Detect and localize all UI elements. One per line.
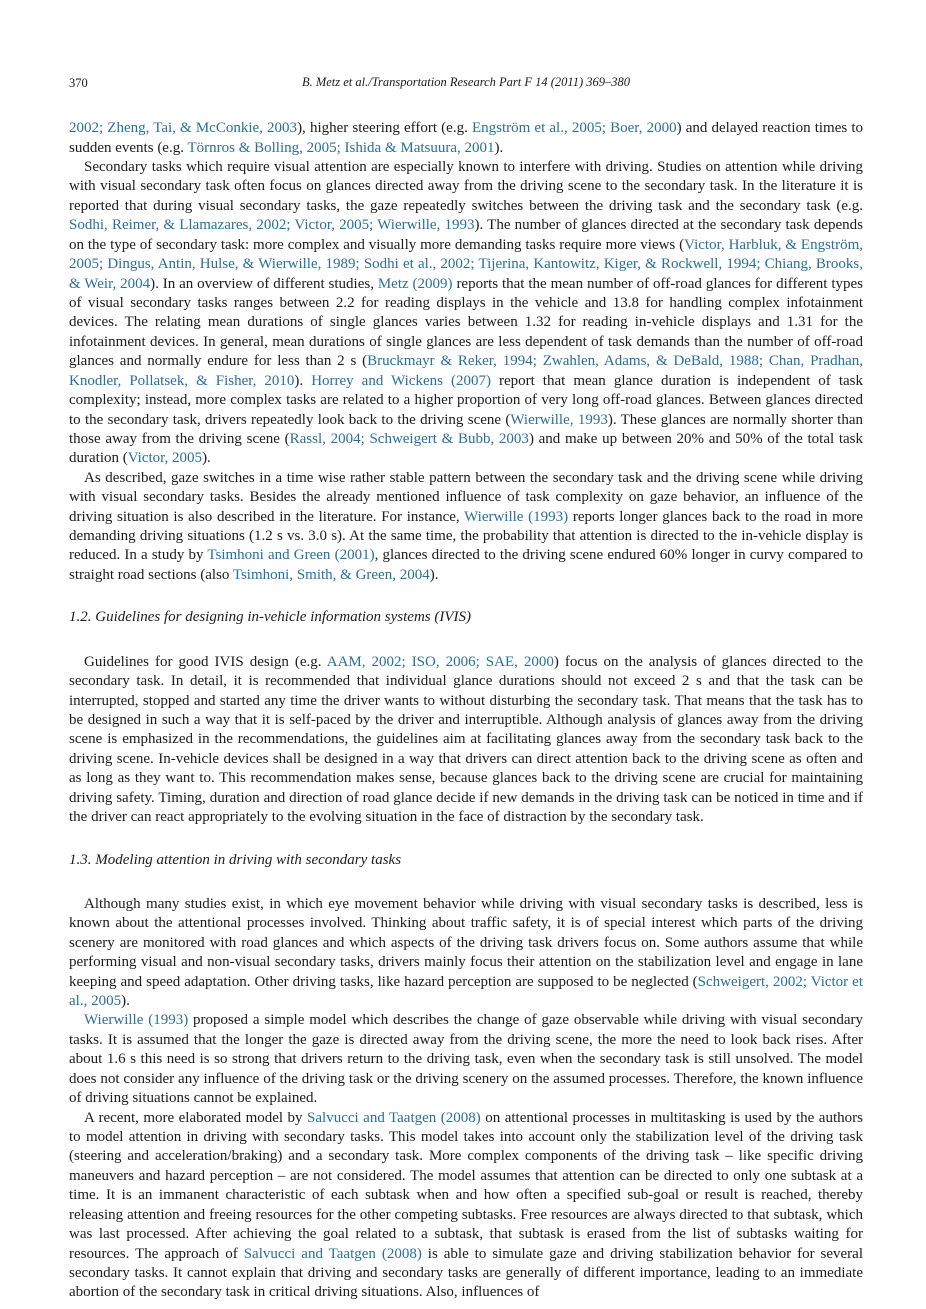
paragraph <box>69 1109 863 1303</box>
paragraph <box>69 469 863 586</box>
text-run: reports that the mean number of off-road glances for different types of visual secondary tasks ranges between 2.2 for reading displays in the vehicle and 13.8 for handling complex infotainment devices. The relating mean durations of single glances varies between 1.32 for reading in-vehicle displays and 1.31 for the infotainment devices. In general, mean durations of single glances are less dependent of task demands than the number of off-road glances and normally endure for less than 2 s ( <box>69 275 863 370</box>
section-heading: 1.3. Modeling attention in driving with secondary tasks <box>69 851 402 868</box>
text-run: Secondary tasks which require visual attention are especially known to interfere with driving. Studies on attention while driving with visual secondary task often focus on glances directed away from the driving scene to the secondary task. In the literature it is reported that during visual secondary tasks, the gaze repeatedly switches between the driving task and the secondary task (e.g. <box>69 159 863 214</box>
paragraph <box>69 1011 863 1108</box>
citation-link[interactable]: Engström et al., 2005; Boer, 2000 <box>471 120 677 137</box>
text-run: report that mean glance duration is independent of task complexity; instead, more complex tasks are related to a higher proportion of very long off-road glances. Between glances directed to the secondary task, drivers repeatedly look back to the driving scene ( <box>69 372 863 428</box>
text-run: Although many studies exist, in which eye movement behavior while driving with visual secondary tasks is described, less is known about the attentional processes involved. Thinking about traffic safety, it is of special interest which parts of the driving scenery are monitored with road glances and which aspects of the driving task drivers focus on. Some authors assume that while performing visual and non-visual secondary tasks, drivers mainly focus their attention on the stabilization level and engage in lane keeping and speed adaptation. Other driving tasks, like hazard perception are supposed to be neglected ( <box>69 895 863 990</box>
text-run: A recent, more elaborated model by <box>84 1109 308 1126</box>
citation-link[interactable]: Törnros & Bolling, 2005; Ishida & Matsuura, 2001 <box>187 139 495 156</box>
text-run: ). <box>294 372 312 389</box>
citation-link[interactable]: Wierwille (1993) <box>84 1012 189 1029</box>
text-run: ). <box>429 566 439 583</box>
citation-link[interactable]: Tsimhoni and Green (2001) <box>207 547 375 564</box>
citation-link[interactable]: AAM, 2002; ISO, 2006; SAE, 2000 <box>326 653 554 670</box>
text-run: , glances directed to the driving scene endured 60% longer in curvy compared to straight road sections (also <box>69 547 864 583</box>
text-run: ). <box>121 993 130 1010</box>
text-run: ) and delayed reaction times to sudden events (e.g. <box>69 120 863 156</box>
text-run: As described, gaze switches in a time wise rather stable pattern between the secondary task and the driving scene while driving with visual secondary tasks. Besides the already mentioned influence of task complexity on gaze behavior, an influence of the driving situation is also described in the literature. For instance, <box>69 469 863 525</box>
paragraph <box>69 119 863 158</box>
text-run: ). These glances are normally shorter than those away from the driving scene ( <box>69 411 864 447</box>
page-header <box>69 74 863 90</box>
citation-link[interactable]: Salvucci and Taatgen (2008) <box>307 1109 481 1126</box>
paragraph <box>69 895 863 1012</box>
paragraph <box>69 653 863 828</box>
section-heading: 1.2. Guidelines for designing in-vehicle information systems (IVIS) <box>69 609 472 626</box>
paragraph <box>69 158 863 469</box>
citation-link[interactable]: Victor, 2005 <box>127 450 203 467</box>
citation-link[interactable]: Wierwille (1993) <box>464 508 569 525</box>
text-run: ). In an overview of different studies, <box>150 275 378 292</box>
citation-link[interactable]: Horrey and Wickens (2007) <box>311 372 491 389</box>
citation-link[interactable]: Sodhi, Reimer, & Llamazares, 2002; Victor, 2005; Wierwille, 1993 <box>69 217 475 234</box>
text-run: reports longer glances back to the road in more demanding driving situations (1.2 s vs. 3.0 s). At the same time, the probability that attention is directed to the in-vehicle display is reduced. In a study by <box>69 508 863 564</box>
citation-link[interactable]: 2002; Zheng, Tai, & McConkie, 2003 <box>69 120 298 137</box>
citation-link[interactable]: Bruckmayr & Reker, 1994; Zwahlen, Adams, & DeBald, 1988; Chan, Pradhan, Knodler, Pollatsek, & Fisher, 2010 <box>69 353 863 389</box>
text-run: ). The number of glances directed at the secondary task depends on the type of secondary task: more complex and visually more demanding tasks require more views ( <box>69 217 863 253</box>
running-head: B. Metz et al./Transportation Research Part F 14 (2011) 369–380 <box>301 75 631 89</box>
citation-link[interactable]: Metz (2009) <box>377 275 453 292</box>
article-body <box>69 119 863 1303</box>
text-run: ) focus on the analysis of glances directed to the secondary task. In detail, it is recommended that individual glance durations should not exceed 2 s and that the task can be interrupted, stopped and started any time the driver wants to without disturbing the secondary task. That means that the task has to be designed in such a way that it is self-paced by the driver and interruptible. Although analysis of glances away from the driving scene is emphasized in the recommendations, the guidelines aim at facilitating glances away from the secondary task back to the driving scene. In-vehicle devices shall be designed in a way that drivers can direct attention back to the driving scene as often and as long as they want to. This recommendation makes sense, because glances back to the driving scene are crucial for maintaining driving safety. Timing, duration and direction of road glance decide if new demands in the driving task can be noticed in time and if the driver can react appropriately to the evolving situation in the face of distraction by the secondary task. <box>69 653 863 826</box>
citation-link[interactable]: Schweigert, 2002; Victor et al., 2005 <box>69 973 863 1010</box>
text-run: is able to simulate gaze and driving stabilization behavior for several secondary tasks. It cannot explain that driving and secondary tasks are generally of different importance, leading to an immediate abortion of the secondary task in critical driving situations. Also, influences of <box>69 1245 863 1301</box>
text-run: ) and make up between 20% and 50% of the total task duration ( <box>69 430 864 467</box>
citation-link[interactable]: Victor, Harbluk, & Engström, 2005; Dingus, Antin, Hulse, & Wierwille, 1989; Sodhi et al., 2002; Tijerina, Kantowitz, Kiger, & Rockwell, 1994; Chiang, Brooks, & Weir, 2004 <box>69 236 863 292</box>
page-number: 370 <box>69 76 88 90</box>
citation-link[interactable]: Wierwille, 1993 <box>510 411 608 428</box>
text-run: on attentional processes in multitasking is used by the authors to model attention in driving with secondary tasks. This model takes into account only the stabilization level of the driving task (steering and acceleration/braking) and a secondary task. More complex components of the driving task – like specific driving maneuvers and hazard perception – are not considered. The model assumes that attention can be directed to only one subtask at a time. It is an immanent characteristic of each subtask when and how often a specified sub-goal or result is reached, thereby releasing attention and freeing resources for the other competing subtasks. Free resources are always directed to that subtask, which was last processed. After achieving the goal related to a subtask, that subtask is erased from the list of subtasks waiting for resources. The approach of <box>69 1109 863 1262</box>
text-run: proposed a simple model which describes the change of gaze observable while driving with visual secondary tasks. It is assumed that the longer the gaze is directed away from the driving scene, the more the need to look back rises. After about 1.6 s this need is so strong that drivers return to the driving task, even when the secondary task is still unsolved. The model does not consider any influence of the driving task or the driving scenery on the assumed processes. Therefore, the known influence of driving situations cannot be explained. <box>69 1012 863 1107</box>
text-run: Guidelines for good IVIS design (e.g. <box>84 653 327 670</box>
text-run: ), higher steering effort (e.g. <box>297 120 472 137</box>
citation-link[interactable]: Salvucci and Taatgen (2008) <box>243 1245 422 1262</box>
citation-link[interactable]: Rassl, 2004; Schweigert & Bubb, 2003 <box>289 430 529 447</box>
citation-link[interactable]: Tsimhoni, Smith, & Green, 2004 <box>232 566 430 583</box>
text-run: ). <box>202 450 211 467</box>
text-run: ). <box>494 139 504 156</box>
